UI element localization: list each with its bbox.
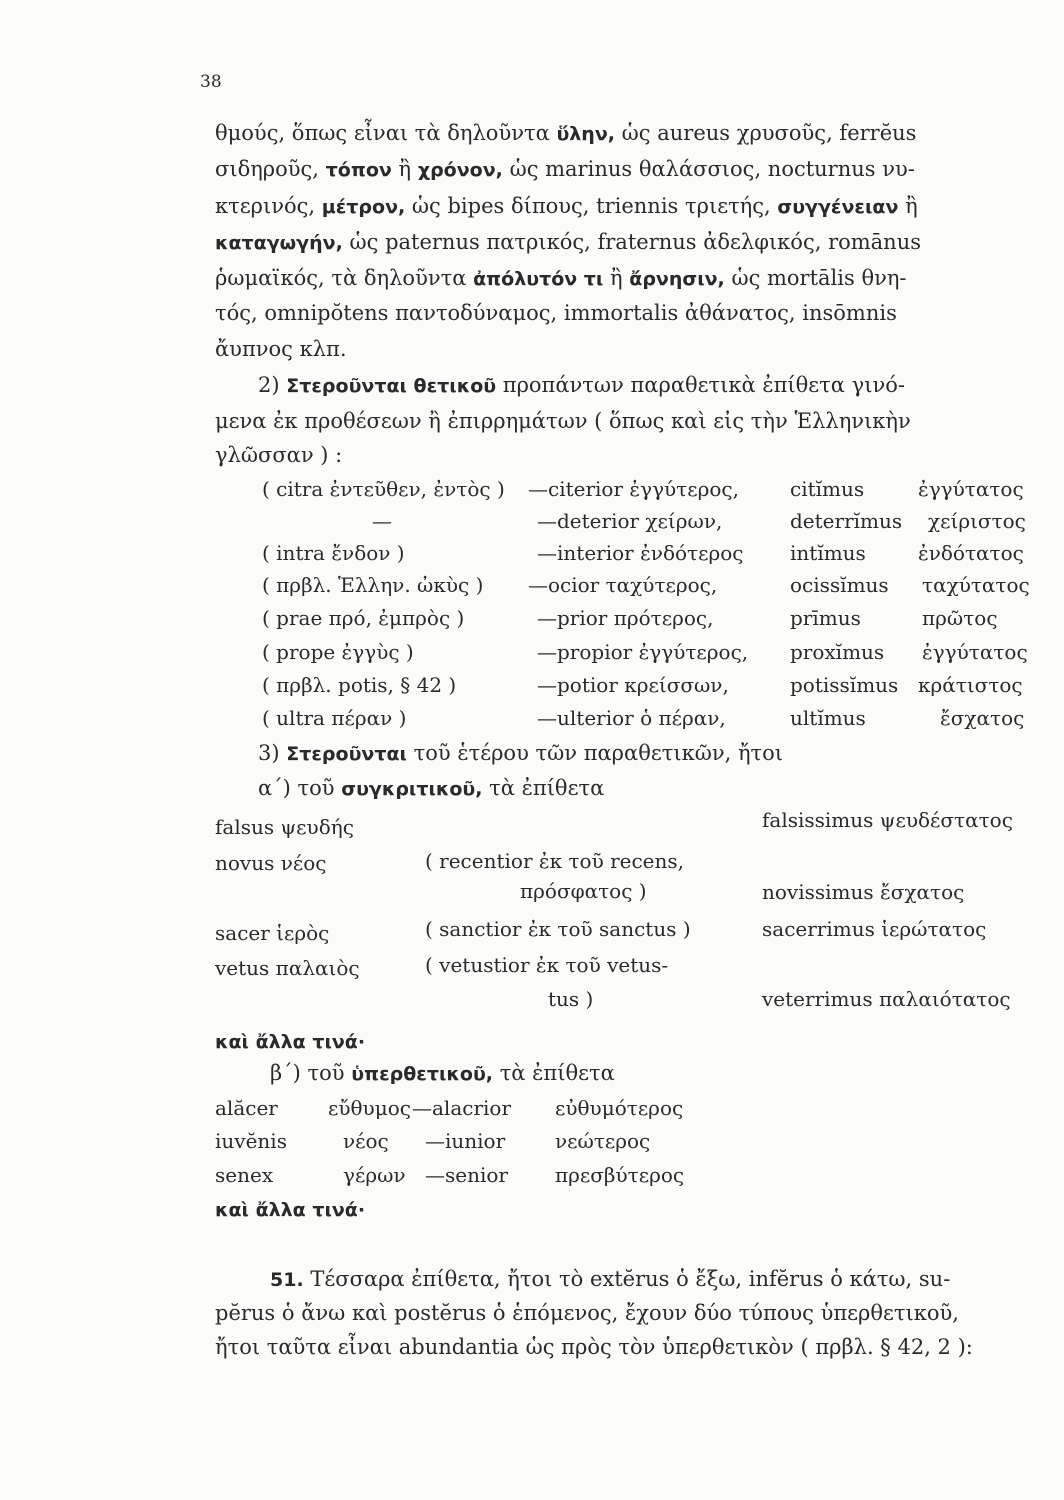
comparative-cell: —potior κρείσσων, [537, 673, 729, 697]
positive-cell: vetus παλαιὸς [215, 956, 360, 980]
comparative-greek-cell: νεώτερος [555, 1129, 651, 1153]
section-heading-2 [258, 370, 905, 401]
text-run: τός, omnipŏtens παντοδύναμος, immortalis ἀθάνατος, insōmnis [215, 301, 897, 325]
greek-cell: νέος [343, 1129, 389, 1153]
source-cell: ( prae πρό, ἐμπρὸς ) [262, 606, 465, 630]
superlative-greek-cell: ἐγγύτατος [918, 477, 1024, 501]
superlative-cell: ultĭmus [790, 706, 866, 730]
comparative-cell: —interior ἐνδότερος [537, 541, 744, 565]
bold-term: 51. [270, 1269, 304, 1291]
text-line [215, 263, 907, 294]
superlative-greek-cell: ἐνδότατος [918, 541, 1024, 565]
comparative-cell: ( vetustior ἐκ τοῦ vetus- [425, 953, 669, 977]
positive-cell: sacer ἱερὸς [215, 921, 330, 945]
text-line [215, 118, 916, 149]
comparative-cell: —alacrior [412, 1096, 512, 1120]
comparative-cell: —prior πρότερος, [537, 606, 714, 630]
text-run: γλῶσσαν ) : [215, 443, 343, 467]
comparative-cell: —propior ἐγγύτερος, [537, 640, 749, 664]
text-run: ἤτοι ταῦτα εἶναι abundantia ὡς πρὸς τὸν ὑπερθετικὸν ( πρβλ. § 42, 2 ): [215, 1335, 973, 1359]
bold-term: ἀπόλυτόν τι [473, 268, 604, 290]
bold-term: καὶ ἄλλα τινά· [215, 1031, 366, 1053]
comparative-cell: —iunior [425, 1129, 506, 1153]
superlative-cell: falsissimus ψευδέστατος [762, 808, 1013, 832]
comparative-cell: ( sanctior ἐκ τοῦ sanctus ) [425, 917, 691, 941]
comparative-cell: ( recentior ἐκ τοῦ recens, [425, 849, 685, 873]
section-heading-51 [270, 1264, 950, 1295]
superlative-cell: veterrimus παλαιότατος [762, 987, 1011, 1011]
text-run: τὰ ἐπίθετα [493, 1061, 615, 1085]
text-run: β΄) τοῦ [270, 1061, 352, 1085]
latin-cell: senex [215, 1163, 274, 1187]
text-run: ὡς mortālis θνη- [724, 266, 907, 290]
comparative-greek-cell: πρεσβύτερος [555, 1163, 685, 1187]
superlative-cell: novissimus ἔσχατος [762, 880, 965, 904]
superlative-greek-cell: πρῶτος [922, 606, 998, 630]
text-run: θμούς, ὅπως εἶναι τὰ δηλοῦντα [215, 121, 557, 145]
comparative-greek-cell: εὐθυμότερος [555, 1096, 684, 1120]
superlative-greek-cell: ἐγγύτατος [922, 640, 1028, 664]
subsection-beta [270, 1058, 615, 1089]
text-line [215, 154, 915, 185]
comparative-cell: —deterior χείρων, [537, 509, 723, 533]
bold-term: τόπον [325, 159, 392, 181]
text-run: ὡς paternus πατρικός, fraternus ἀδελφικός, romānus [342, 230, 922, 254]
comparative-cell: —citerior ἐγγύτερος, [528, 477, 739, 501]
text-line [215, 1298, 959, 1328]
comparative-cell: —senior [425, 1163, 508, 1187]
superlative-cell: prīmus [790, 606, 861, 630]
text-line [215, 191, 918, 222]
bold-term: συγκριτικοῦ, [341, 778, 483, 800]
text-run: Τέσσαρα ἐπίθετα, ἤτοι τὸ extĕrus ὁ ἔξω, infĕrus ὁ κάτω, su- [303, 1267, 951, 1291]
text-run: σιδηροῦς, [215, 157, 326, 181]
latin-cell: iuvĕnis [215, 1129, 287, 1153]
bold-term: ἄρνησιν, [629, 268, 725, 290]
text-line [215, 440, 342, 470]
positive-cell: falsus ψευδής [215, 815, 354, 839]
text-run: 3) [258, 741, 287, 765]
comparative-cell: —ocior ταχύτερος, [528, 573, 718, 597]
and-others-label [215, 1026, 365, 1057]
source-cell: ( πρβλ. Ἑλλην. ὠκὺς ) [262, 573, 484, 597]
text-run: pĕrus ὁ ἄνω καὶ postĕrus ὁ ἑπόμενος, ἔχουν δύο τύπους ὑπερθετικοῦ, [215, 1301, 959, 1325]
text-run: ὡς marinus θαλάσσιος, nocturnus νυ- [502, 157, 915, 181]
positive-cell: novus νέος [215, 851, 327, 875]
source-cell: ( prope ἐγγὺς ) [262, 640, 414, 664]
superlative-cell: proxĭmus [790, 640, 885, 664]
text-run: τοῦ ἑτέρου τῶν παραθετικῶν, ἤτοι [406, 741, 784, 765]
page-number: 38 [200, 72, 222, 92]
text-line [215, 1332, 973, 1362]
and-others-label [215, 1194, 365, 1225]
text-run: α΄) τοῦ [258, 776, 342, 800]
comparative-cell: —ulterior ὁ πέραν, [537, 706, 726, 730]
text-run: τὰ ἐπίθετα [482, 776, 605, 800]
superlative-greek-cell: ἔσχατος [940, 706, 1025, 730]
text-run: ῥωμαϊκός, τὰ δηλοῦντα [215, 266, 474, 290]
bold-term: Στεροῦνται θετικοῦ [286, 375, 497, 397]
superlative-cell: sacerrimus ἱερώτατος [762, 917, 987, 941]
text-run: 2) [258, 373, 287, 397]
superlative-cell: potissĭmus [790, 673, 899, 697]
greek-cell: γέρων [343, 1163, 406, 1187]
superlative-cell: intĭmus [790, 541, 866, 565]
text-line [215, 298, 897, 328]
subsection-alpha [258, 773, 604, 804]
text-run: ἢ [391, 157, 418, 181]
text-run: ἢ [898, 194, 918, 218]
source-cell: ( citra ἐντεῦθεν, ἐντὸς ) [262, 477, 505, 501]
text-run: ὡς aureus χρυσοῦς, ferrĕus [615, 121, 917, 145]
comparative-cell: tus ) [548, 987, 594, 1011]
bold-term: ὕλην, [556, 123, 615, 145]
text-run: ὡς bipes δίπους, triennis τριετής, [405, 194, 778, 218]
source-cell: — [372, 509, 392, 533]
source-cell: ( ultra πέραν ) [262, 706, 407, 730]
text-run: μενα ἐκ προθέσεων ἢ ἐπιρρημάτων ( ὅπως καὶ εἰς τὴν Ἑλληνικὴν [215, 409, 911, 433]
text-run: προπάντων παραθετικὰ ἐπίθετα γινό- [496, 373, 905, 397]
greek-cell: εὔθυμος [328, 1096, 411, 1120]
section-heading-3 [258, 738, 783, 769]
superlative-cell: ocissĭmus [790, 573, 889, 597]
bold-term: μέτρον, [321, 196, 406, 218]
comparative-cell: πρόσφατος ) [520, 879, 647, 903]
bold-term: συγγένειαν [777, 196, 899, 218]
text-run: ἢ [603, 266, 630, 290]
superlative-cell: citĭmus [790, 477, 865, 501]
bold-term: ὑπερθετικοῦ, [351, 1063, 494, 1085]
text-run: ἄυπνος κλπ. [215, 337, 347, 361]
superlative-greek-cell: χείριστος [928, 509, 1026, 533]
text-line [215, 334, 347, 364]
bold-term: χρόνον, [417, 159, 503, 181]
text-line [215, 406, 911, 436]
superlative-greek-cell: ταχύτατος [922, 573, 1030, 597]
bold-term: καὶ ἄλλα τινά· [215, 1199, 366, 1221]
text-run: κτερινός, [215, 194, 322, 218]
latin-cell: alăcer [215, 1096, 278, 1120]
superlative-greek-cell: κράτιστος [918, 673, 1023, 697]
source-cell: ( πρβλ. potis, § 42 ) [262, 673, 457, 697]
text-line [215, 227, 921, 258]
bold-term: Στεροῦνται [286, 743, 407, 765]
superlative-cell: deterrĭmus [790, 509, 903, 533]
bold-term: καταγωγήν, [215, 232, 343, 254]
source-cell: ( intra ἔνδον ) [262, 541, 405, 565]
